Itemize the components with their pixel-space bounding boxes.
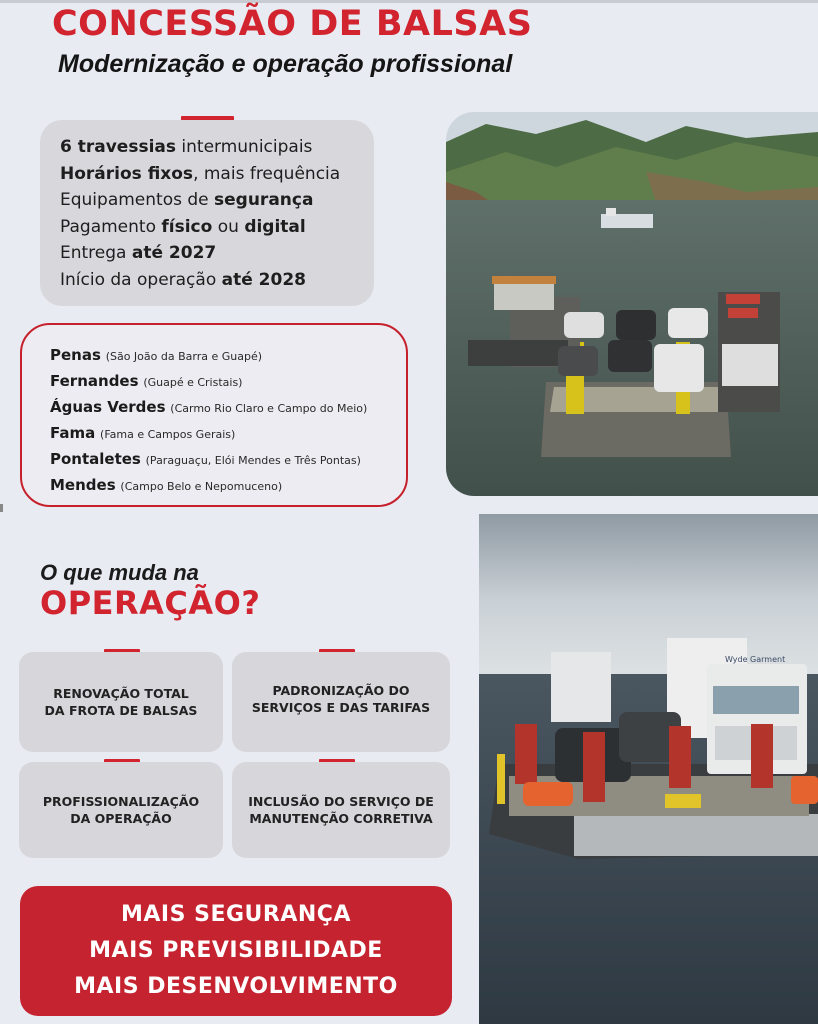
cta-line: MAIS PREVISIBILIDADE: [89, 938, 383, 963]
lake-ferry-illustration: [446, 112, 818, 496]
route-item: Águas Verdes (Carmo Rio Claro e Campo do Meio): [50, 398, 368, 416]
lake-ferry-photo: [446, 112, 818, 496]
changes-question: O que muda na: [40, 560, 199, 585]
route-item: Mendes (Campo Belo e Nepomuceno): [50, 476, 283, 494]
route-item: Pontaletes (Paraguaçu, Elói Mendes e Três Pontas): [50, 450, 361, 468]
feature-item: Equipamentos de segurança: [60, 190, 314, 210]
feature-item: 6 travessias intermunicipais: [60, 137, 313, 157]
top-stripe: [0, 0, 818, 3]
page-title: CONCESSÃO DE BALSAS: [52, 4, 533, 44]
feature-item: Horários fixos, mais frequência: [60, 163, 341, 184]
change-card-fleet: RENOVAÇÃO TOTAL DA FROTA DE BALSAS: [19, 652, 223, 752]
page-subtitle: Modernização e operação profissional: [58, 50, 513, 78]
routes-box: [20, 323, 408, 507]
change-card-standardization: PADRONIZAÇÃO DO SERVIÇOS E DAS TARIFAS: [232, 652, 450, 752]
sea-ferry-illustration: [479, 514, 818, 1024]
cta-line: MAIS SEGURANÇA: [121, 902, 351, 927]
route-item: Fernandes (Guapé e Cristais): [50, 372, 243, 390]
feature-item: Início da operação até 2028: [60, 269, 306, 290]
truck-sign-text: Wyde Garment: [725, 655, 786, 664]
feature-item: Pagamento físico ou digital: [60, 216, 306, 237]
change-card-maintenance: INCLUSÃO DO SERVIÇO DE MANUTENÇÃO CORRETIVA: [232, 762, 450, 858]
cta-line: MAIS DESENVOLVIMENTO: [74, 974, 398, 999]
features-box: [40, 120, 374, 306]
changes-heading: OPERAÇÃO?: [40, 584, 261, 622]
route-item: Penas (São João da Barra e Guapé): [50, 346, 263, 364]
feature-item: Entrega até 2027: [60, 243, 217, 263]
edge-mark: [0, 504, 3, 512]
sea-ferry-photo: [479, 514, 818, 1024]
change-card-professionalization: PROFISSIONALIZAÇÃO DA OPERAÇÃO: [19, 762, 223, 858]
route-item: Fama (Fama e Campos Gerais): [50, 424, 236, 442]
cta-banner: [20, 886, 452, 1016]
